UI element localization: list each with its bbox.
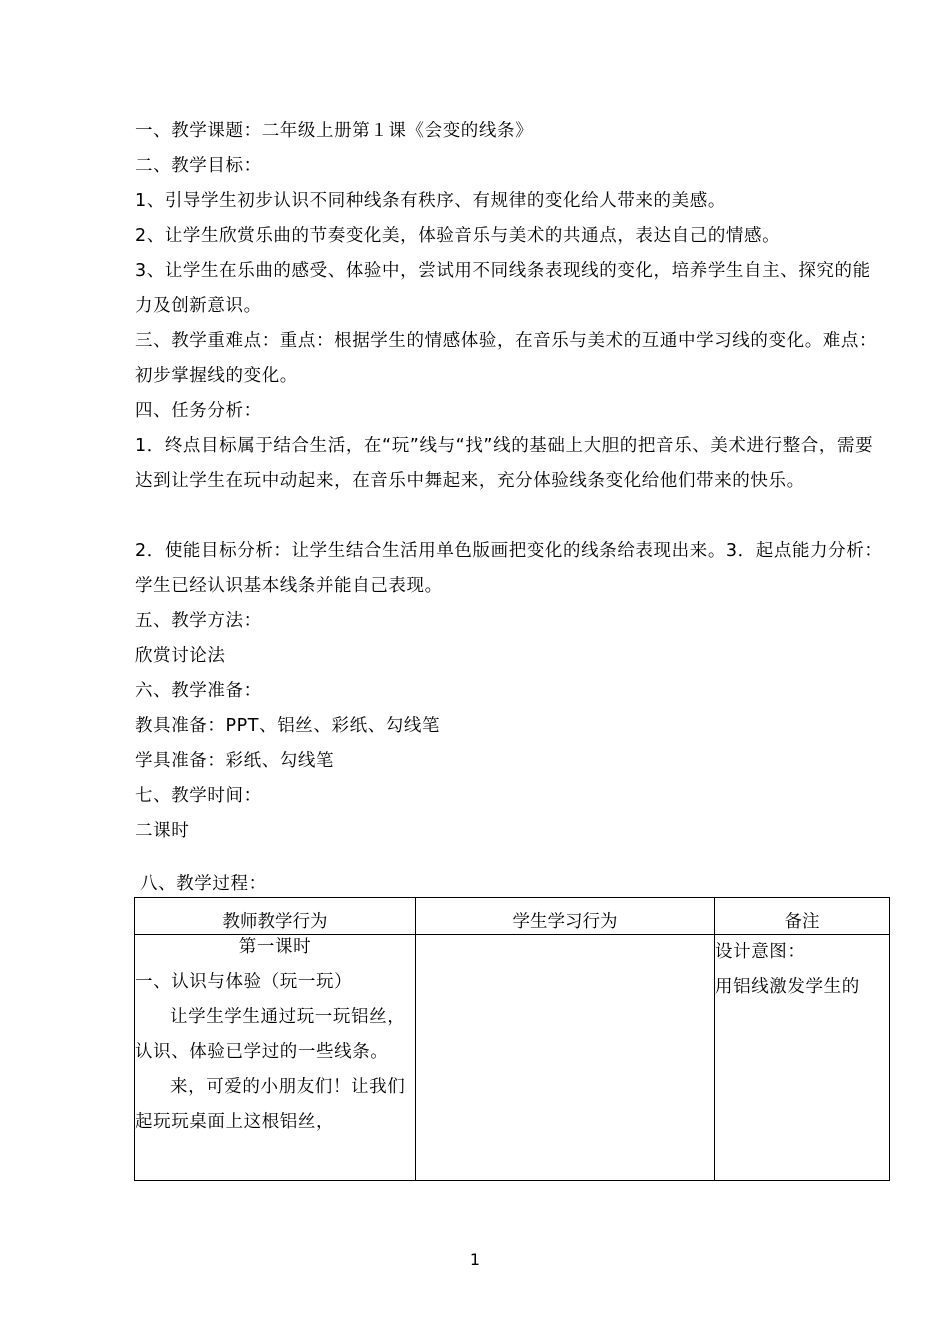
task-analysis-1: 1．终点目标属于结合生活，在“玩”线与“找”线的基础上大胆的把音乐、美术进行整合，需要达到让学生在玩中动起来，在音乐中舞起来，充分体验线条变化给他们带来的快乐。	[135, 436, 874, 491]
student-materials: 学具准备：彩纸、勾线笔	[135, 751, 335, 771]
key-points: 三、教学重难点：重点：根据学生的情感体验，在音乐与美术的互通中学习线的变化。难点：初步掌握线的变化。	[135, 331, 878, 386]
goal-1: 1、引导学生初步认识不同种线条有秩序、有规律的变化给人带来的美感。	[135, 191, 726, 211]
header-notes: 备注	[715, 898, 890, 935]
heading-methods: 五、教学方法：	[135, 611, 262, 631]
header-teacher: 教师教学行为	[135, 898, 416, 935]
table-row	[135, 935, 890, 1181]
step-description: 让学生学生通过玩一玩铝丝，认识、体验已学过的一些线条。	[135, 1007, 406, 1062]
step-title: 一、认识与体验（玩一玩）	[135, 972, 353, 992]
notes-cell	[715, 935, 890, 1181]
heading-preparation: 六、教学准备：	[135, 681, 262, 701]
header-student: 学生学习行为	[416, 898, 715, 935]
teacher-speech: 来，可爱的小朋友们！让我们起玩玩桌面上这根铝丝，	[135, 1077, 406, 1132]
lesson-label: 第一课时	[238, 937, 312, 957]
goal-2: 2、让学生欣赏乐曲的节奏变化美，体验音乐与美术的共通点，表达自己的情感。	[135, 226, 781, 246]
heading-goals: 二、教学目标：	[135, 156, 262, 176]
lesson-topic: 一、教学课题：二年级上册第１课《会变的线条》	[135, 121, 534, 141]
design-intent-label: 设计意图：	[715, 942, 806, 962]
goal-3: 3、让学生在乐曲的感受、体验中，尝试用不同线条表现线的变化，培养学生自主、探究的能力及创新意识。	[135, 261, 871, 316]
task-analysis-2: 2．使能目标分析：让学生结合生活用单色版画把变化的线条给表现出来。3．起点能力分析：学生已经认识基本线条并能自己表现。	[135, 541, 883, 596]
page-number: 1	[469, 1250, 481, 1269]
teacher-cell	[135, 935, 416, 1181]
time-text: 二课时	[135, 821, 190, 841]
heading-time: 七、教学时间：	[135, 786, 262, 806]
heading-task-analysis: 四、任务分析：	[135, 401, 262, 421]
table-header-row	[135, 898, 890, 935]
process-table	[134, 897, 890, 1181]
methods-text: 欣赏讨论法	[135, 646, 226, 666]
heading-process: 八、教学过程：	[140, 874, 267, 894]
student-cell	[416, 935, 715, 1181]
design-intent-text: 用铝线激发学生的	[715, 977, 860, 997]
teacher-materials: 教具准备：PPT、铝丝、彩纸、勾线笔	[135, 716, 441, 736]
